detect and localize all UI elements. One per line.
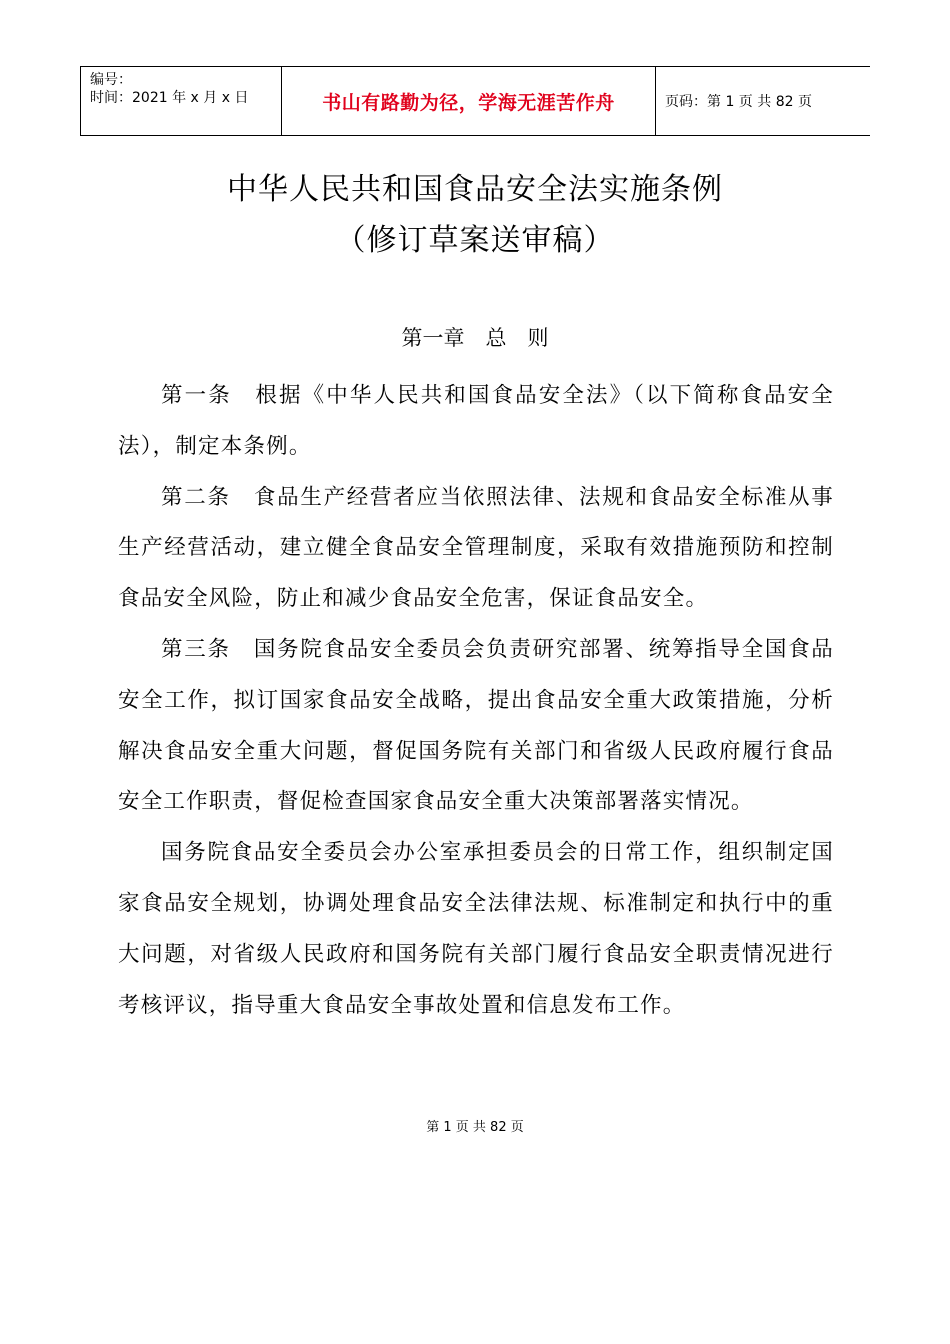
article-3: 第三条 国务院食品安全委员会负责研究部署、统筹指导全国食品安全工作，拟订国家食品安全战略，提出食品安全重大政策措施，分析解决食品安全重大问题，督促国务院有关部门和省级人民政府履行食品安全工作职责，督促检查国家食品安全重大决策部署落实情况。 xyxy=(118,636,834,815)
header-page-info: 页码：第 1 页 共 82 页 xyxy=(665,94,812,110)
document-title-line1: 中华人民共和国食品安全法实施条例 xyxy=(227,172,723,207)
number-label: 编号： xyxy=(90,72,132,88)
article-3-paragraph-2: 国务院食品安全委员会办公室承担委员会的日常工作，组织制定国家食品安全规划，协调处理食品安全法律法规、标准制定和执行中的重大问题，对省级人民政府和国务院有关部门履行食品安全职责情况进行考核评议，指导重大食品安全事故处置和信息发布工作。 xyxy=(118,840,834,1018)
article-2: 第二条 食品生产经营者应当依照法律、法规和食品安全标准从事生产经营活动，建立健全食品安全管理制度，采取有效措施预防和控制食品安全风险，防止和减少食品安全危害，保证食品安全。 xyxy=(118,484,834,612)
header-motto: 书山有路勤为径，学海无涯苦作舟 xyxy=(282,67,656,135)
document-title-line2: （修订草案送审稿） xyxy=(335,223,615,258)
chapter-heading: 第一章 总 则 xyxy=(401,326,549,350)
article-1: 第一条 根据《中华人民共和国食品安全法》（以下简称食品安全法），制定本条例。 xyxy=(118,383,834,459)
document-body xyxy=(118,371,834,1031)
page-footer: 第 1 页 共 82 页 xyxy=(426,1120,524,1135)
time-label: 时间：2021 年 x 月 x 日 xyxy=(90,90,249,106)
header-meta-cell xyxy=(81,67,282,135)
document-header xyxy=(80,66,870,136)
